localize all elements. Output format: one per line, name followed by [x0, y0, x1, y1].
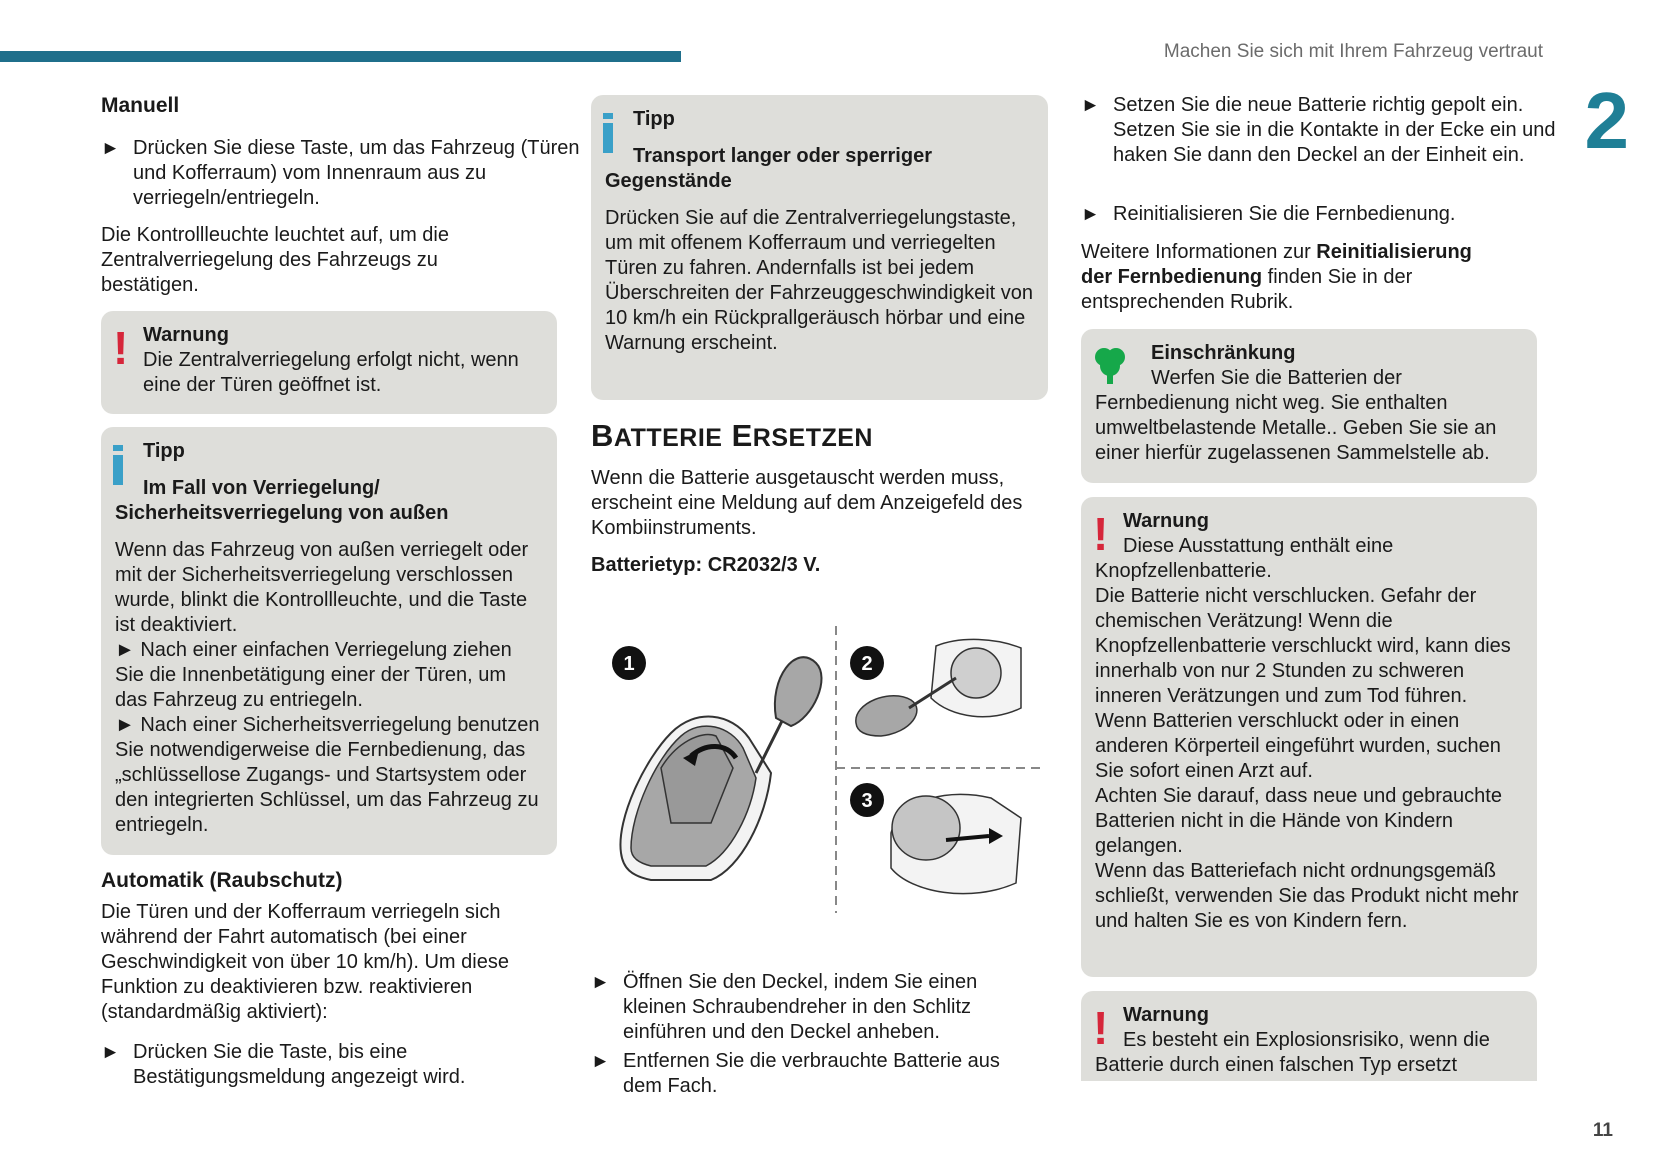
automatik-paragraph: Die Türen und der Kofferraum verriegeln sich während der Fahrt automatisch (bei einer Geschwindigkeit von über 10 km/h). Um diese Funktion zu deaktivieren bzw. reaktivieren (standardmäßig aktiviert):	[101, 901, 509, 1023]
battery-bullet-1: ► Öffnen Sie den Deckel, indem Sie einen kleinen Schraubendreher in den Schlitz einführen und den Deckel anheben.	[591, 971, 978, 1043]
tip-box-1	[101, 427, 557, 855]
warning-icon: !	[1093, 508, 1109, 560]
warning-text: Die Zentralverriegelung erfolgt nicht, wenn eine der Türen geöffnet ist.	[143, 349, 519, 396]
tip-subheading-2: Sicherheitsverriegelung von außen	[115, 502, 449, 524]
warning-title: Warnung	[143, 324, 229, 346]
svg-text:1: 1	[623, 653, 635, 675]
info-icon	[113, 445, 133, 485]
warning-line-1: Diese Ausstattung enthält eine Knopfzellenbatterie.	[1095, 535, 1394, 582]
chapter-number: 2	[1584, 76, 1629, 165]
arrow-right-icon: ►	[591, 972, 610, 993]
tip-title: Tipp	[143, 440, 185, 462]
tree-icon	[1093, 345, 1127, 385]
section-title: BATTERIE ERSETZEN	[591, 418, 873, 453]
automatik-heading: Automatik (Raubschutz)	[101, 869, 343, 892]
manuell-paragraph: Die Kontrollleuchte leuchtet auf, um die Zentralverriegelung des Fahrzeugs zu bestätigen.	[101, 224, 449, 296]
battery-insert-drawing	[891, 794, 1021, 893]
tip-title: Tipp	[633, 108, 675, 130]
manuell-bullet: ► Drücken Sie diese Taste, um das Fahrzeug (Türen und Kofferraum) vom Innenraum aus zu verriegeln/entriegeln.	[101, 137, 580, 209]
battery-type: Batterietyp: CR2032/3 V.	[591, 554, 821, 576]
key-fob-drawing	[620, 717, 771, 880]
warning-box-1	[101, 311, 557, 414]
tip-box-2	[591, 95, 1048, 400]
tip-paragraph-2: ► Nach einer einfachen Verriegelung ziehen Sie die Innenbetätigung einer der Türen, um das Fahrzeug zu entriegeln.	[115, 639, 512, 711]
warning-title: Warnung	[1123, 1004, 1209, 1026]
step-1-marker	[612, 646, 646, 680]
battery-intro: Wenn die Batterie ausgetauscht werden muss, erscheint eine Meldung auf dem Anzeigefeld des Kombiinstruments.	[591, 467, 1023, 539]
svg-text:2: 2	[861, 653, 873, 675]
warning-text: Es besteht ein Explosionsrisiko, wenn die Batterie durch einen falschen Typ ersetzt	[1095, 1029, 1490, 1076]
header-accent-bar	[0, 51, 681, 62]
running-title: Machen Sie sich mit Ihrem Fahrzeug vertraut	[1163, 41, 1543, 62]
warning-line-5: Wenn das Batteriefach nicht ordnungsgemäß schließt, verwenden Sie das Produkt nicht mehr und halten Sie es von Kindern fern.	[1095, 860, 1519, 932]
manuell-heading: Manuell	[101, 94, 180, 117]
arrow-right-icon: ►	[101, 138, 120, 159]
screwdriver-drawing	[756, 657, 822, 773]
tip-subheading: Transport langer oder sperriger	[633, 145, 932, 167]
battery-bullet-3: ► Setzen Sie die neue Batterie richtig gepolt ein. Setzen Sie sie in die Kontakte in der Ecke ein und haken Sie dann den Deckel an der Einheit ein.	[1081, 94, 1556, 166]
warning-title: Warnung	[1123, 510, 1209, 532]
tip-paragraph: Drücken Sie auf die Zentralverriegelungstaste, um mit offenem Kofferraum und verriegelten Türen zu fahren. Andernfalls ist bei jedem Überschreiten der Fahrzeuggeschwindigkeit von 10 km/h ein Rückprallgeräusch hörbar und eine Warnung erscheint.	[605, 207, 1034, 354]
info-icon	[603, 113, 623, 153]
warning-line-2: Die Batterie nicht verschlucken. Gefahr der chemischen Verätzung! Wenn die Knopfzellenbatterie verschluckt wird, kann dies innerhalb von nur 2 Stunden zu schweren inneren Verätzungen und zum Tod führen.	[1095, 585, 1511, 707]
arrow-right-icon: ►	[1081, 204, 1100, 225]
warning-line-4: Achten Sie darauf, dass neue und gebrauchte Batterien nicht in die Hände von Kindern gelangen.	[1095, 785, 1502, 857]
warning-box-2	[1081, 497, 1537, 977]
automatik-bullet: ► Drücken Sie die Taste, bis eine Bestätigungsmeldung angezeigt wird.	[101, 1041, 466, 1088]
step-2-marker	[850, 646, 884, 680]
battery-replacement-illustration	[591, 618, 1048, 918]
warning-icon: !	[1093, 1002, 1109, 1054]
tip-subheading-2: Gegenstände	[605, 170, 732, 192]
info-paragraph: Weitere Informationen zur Reinitialisierung der Fernbedienung finden Sie in der entsprechenden Rubrik.	[1081, 241, 1472, 313]
environment-title: Einschränkung	[1151, 342, 1296, 364]
page-number: 11	[1592, 1120, 1613, 1141]
svg-text:3: 3	[861, 790, 873, 812]
environment-text: Werfen Sie die Batterien der Fernbedienung nicht weg. Sie enthalten umweltbelastende Metalle.. Geben Sie sie an einer hierfür zugelassenen Sammelstelle ab.	[1095, 367, 1497, 464]
battery-bullet-2: ► Entfernen Sie die verbrauchte Batterie aus dem Fach.	[591, 1050, 1000, 1097]
tip-paragraph-3: ► Nach einer Sicherheitsverriegelung benutzen Sie notwendigerweise die Fernbedienung, das „schlüssellose Zugangs- und Startsystem oder den integrierten Schlüssel, um das Fahrzeug zu entriegeln.	[115, 714, 540, 836]
arrow-right-icon: ►	[101, 1042, 120, 1063]
warning-icon: !	[113, 322, 129, 374]
warning-box-3	[1081, 991, 1537, 1081]
tip-paragraph-1: Wenn das Fahrzeug von außen verriegelt oder mit der Sicherheitsverriegelung verschlossen wurde, blinkt die Kontrollleuchte, und die Taste ist deaktiviert.	[115, 539, 529, 636]
arrow-right-icon: ►	[1081, 95, 1100, 116]
environment-box	[1081, 329, 1537, 483]
battery-bullet-4: ► Reinitialisieren Sie die Fernbedienung.	[1081, 203, 1456, 225]
arrow-right-icon: ►	[591, 1051, 610, 1072]
step-3-marker	[850, 783, 884, 817]
tip-subheading: Im Fall von Verriegelung/	[143, 477, 380, 499]
warning-line-3: Wenn Batterien verschluckt oder in einen anderen Körperteil eingeführt wurden, suchen Sie sofort einen Arzt auf.	[1095, 710, 1501, 782]
